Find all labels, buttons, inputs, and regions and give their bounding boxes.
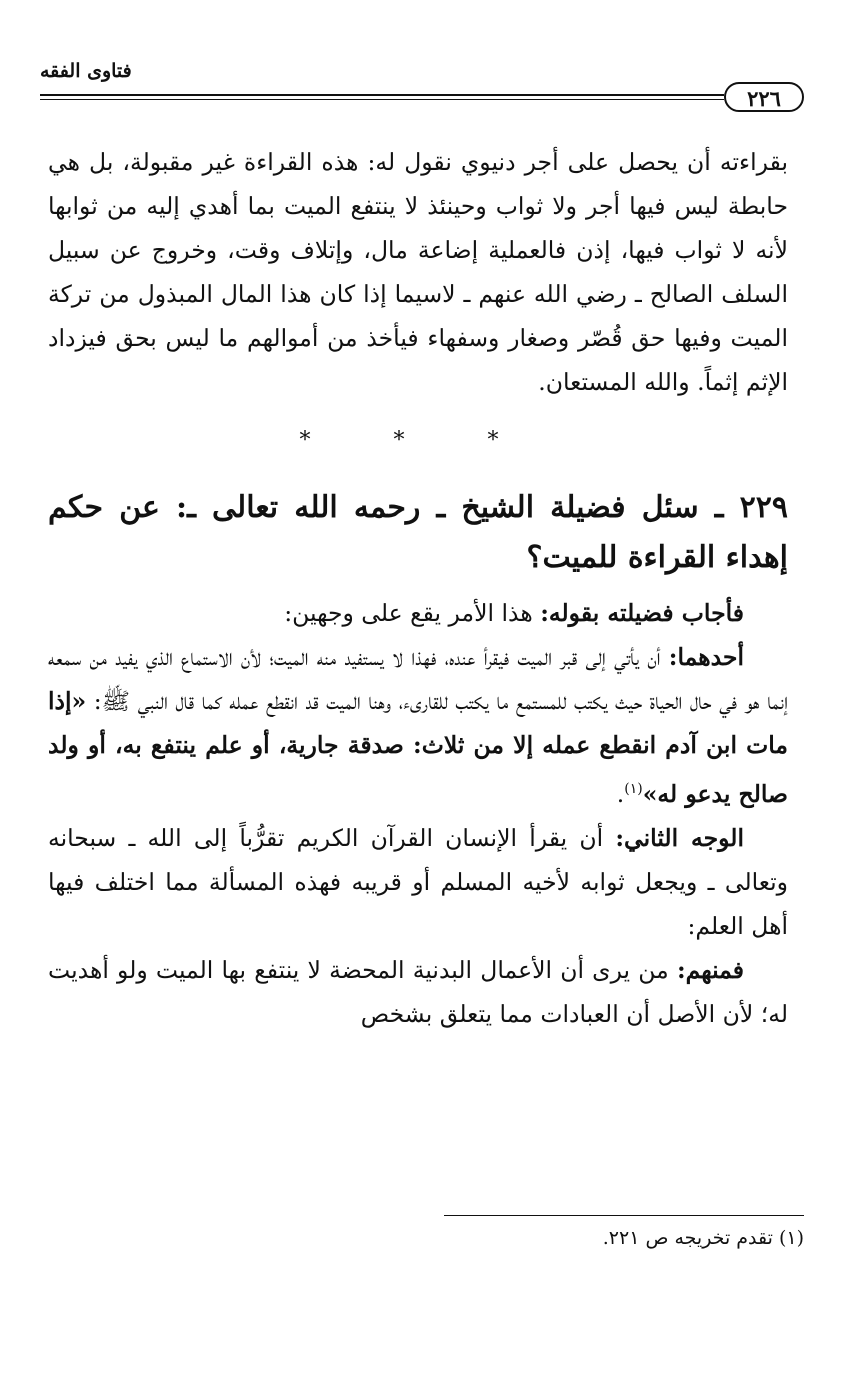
first-case-paragraph xyxy=(48,635,788,816)
footnote-rule xyxy=(444,1215,804,1216)
opinion-lead: فمنهم: xyxy=(676,955,744,984)
first-case-lead: أحدهما: xyxy=(668,643,744,671)
answer-intro xyxy=(48,591,788,635)
opinion-paragraph xyxy=(48,948,788,1036)
paragraph-continuation: بقراءته أن يحصل على أجر دنيوي نقول له: هذه القراءة غير مقبولة، بل هي حابطة ليس فيها أجر ولا ثواب وحينئذ لا ينتفع الميت بما أهدي إليه من ثوابها لأنه لا ثواب فيها، إذن فالعملية إضاعة مال، وإتلاف وقت، وخروج عن سبيل السلف الصالح ـ رضي الله عنهم ـ لاسيما إذا كان هذا المال المبذول من تركة الميت وفيها حق قُصّر وصغار وسفهاء فيأخذ من أموالهم ما ليس بحق فيزداد الإثم إثماً. والله المستعان. xyxy=(48,148,788,396)
page-body xyxy=(48,140,788,1036)
section-divider-stars: * * * xyxy=(299,428,537,453)
fatwa-question-heading: ٢٢٩ ـ سئل فضيلة الشيخ ـ رحمه الله تعالى ـ: عن حكم إهداء القراءة للميت؟ xyxy=(48,490,788,575)
second-case-text: أن يقرأ الإنسان القرآن الكريم تقرُّباً إلى الله ـ سبحانه وتعالى ـ ويجعل ثوابه لأخيه المسلم أو قريبه فهذه المسألة مما اختلف فيها أهل العلم: xyxy=(48,823,788,940)
first-case-text: أن يأتي إلى قبر الميت فيقرأ عنده، فهذا لا يستفيد منه الميت؛ لأن الاستماع الذي يفيد من سمعه إنما هو في حال الحياة حيث يكتب للمستمع ما يكتب للقارىء، وهنا الميت قد انقطع عمله كما قال النبي ﷺ: xyxy=(48,643,788,715)
answer-lead: فأجاب فضيلته بقوله: xyxy=(540,599,744,627)
header-rule xyxy=(40,94,724,100)
opinion-text: من يرى أن الأعمال البدنية المحضة لا ينتفع بها الميت ولو أهديت له؛ لأن الأصل أن العبادات مما يتعلق بشخص xyxy=(48,955,788,1028)
footnote-ref: (١) xyxy=(624,781,643,797)
page-header xyxy=(40,60,804,116)
running-title: فتاوى الفقه xyxy=(40,60,132,82)
second-case-lead: الوجه الثاني: xyxy=(615,823,744,852)
second-case-paragraph xyxy=(48,816,788,948)
hadith-end: . xyxy=(616,779,625,808)
answer-text: هذا الأمر يقع على وجهين: xyxy=(284,599,541,627)
footnote: (١) تقدم تخريجه ص ٢٢١. xyxy=(602,1227,804,1249)
hadith-quote: «إذا مات ابن آدم انقطع عمله إلا من ثلاث: صدقة جارية، أو علم ينتفع به، أو ولد صالح يدعو له» xyxy=(48,687,788,808)
page-number: ٢٢٦ xyxy=(724,82,804,112)
